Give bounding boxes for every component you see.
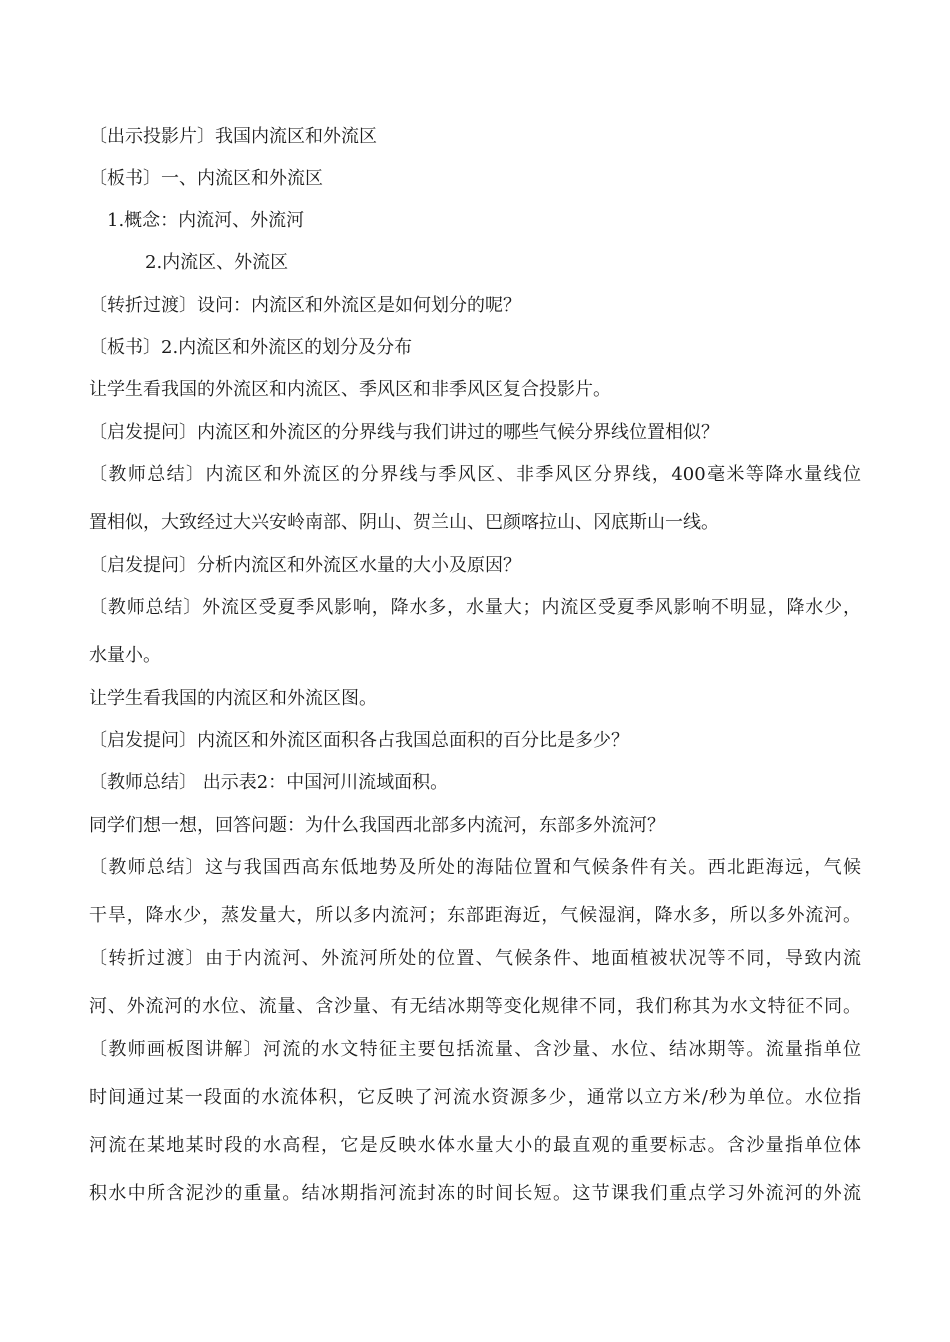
text-line-prompt-3: 〔启发提问〕内流区和外流区面积各占我国总面积的百分比是多少？ — [89, 730, 629, 751]
text-line-transition-2a: 〔转折过渡〕由于内流河、外流河所处的位置、气候条件、地面植被状况等不同，导致内流 — [89, 948, 861, 969]
text-line-student-view-1: 让学生看我国的外流区和内流区、季风区和非季风区复合投影片。 — [89, 379, 611, 400]
text-line-explain-1: 〔教师画板图讲解〕河流的水文特征主要包括流量、含沙量、水位、结冰期等。流量指单位 — [89, 1039, 861, 1060]
text-line-prompt-2: 〔启发提问〕分析内流区和外流区水量的大小及原因？ — [89, 555, 521, 576]
text-line-summary-1a: 〔教师总结〕内流区和外流区的分界线与季风区、非季风区分界线，400毫米等降水量线位 — [89, 464, 861, 485]
text-line-summary-4b: 干旱，降水少，蒸发量大，所以多内流河；东部距海近，气候湿润，降水多，所以多外流河。 — [89, 905, 861, 926]
text-line-board-heading: 〔板书〕一、内流区和外流区 — [89, 168, 323, 189]
text-line-question: 同学们想一想，回答问题：为什么我国西北部多内流河，东部多外流河？ — [89, 815, 665, 836]
text-line-board-division: 〔板书〕2.内流区和外流区的划分及分布 — [89, 337, 413, 358]
text-line-summary-2b: 水量小。 — [89, 645, 161, 666]
text-line-summary-2a: 〔教师总结〕外流区受夏季风影响，降水多，水量大；内流区受夏季风影响不明显，降水少， — [89, 597, 861, 618]
text-line-concept: 1.概念：内流河、外流河 — [107, 210, 305, 231]
text-line-explain-3: 河流在某地某时段的水高程，它是反映水体水量大小的最直观的重要标志。含沙量指单位体 — [89, 1135, 861, 1156]
text-line-explain-4: 积水中所含泥沙的重量。结冰期指河流封冻的时间长短。这节课我们重点学习外流河的外流 — [89, 1183, 861, 1204]
text-line-projection-title: 〔出示投影片〕我国内流区和外流区 — [89, 126, 377, 147]
text-line-regions: 2.内流区、外流区 — [145, 252, 289, 273]
text-line-prompt-1: 〔启发提问〕内流区和外流区的分界线与我们讲过的哪些气候分界线位置相似？ — [89, 422, 719, 443]
text-line-transition-2b: 河、外流河的水位、流量、含沙量、有无结冰期等变化规律不同，我们称其为水文特征不同。 — [89, 996, 861, 1017]
text-line-transition-question: 〔转折过渡〕设问：内流区和外流区是如何划分的呢？ — [89, 295, 521, 316]
text-line-summary-3: 〔教师总结〕 出示表2：中国河川流域面积。 — [89, 772, 449, 793]
text-line-student-view-2: 让学生看我国的内流区和外流区图。 — [89, 688, 377, 709]
text-line-summary-4a: 〔教师总结〕这与我国西高东低地势及所处的海陆位置和气候条件有关。西北距海远，气候 — [89, 857, 861, 878]
text-line-explain-2: 时间通过某一段面的水流体积，它反映了河流水资源多少，通常以立方米/秒为单位。水位指 — [89, 1087, 861, 1108]
text-line-summary-1b: 置相似，大致经过大兴安岭南部、阴山、贺兰山、巴颜喀拉山、冈底斯山一线。 — [89, 512, 719, 533]
